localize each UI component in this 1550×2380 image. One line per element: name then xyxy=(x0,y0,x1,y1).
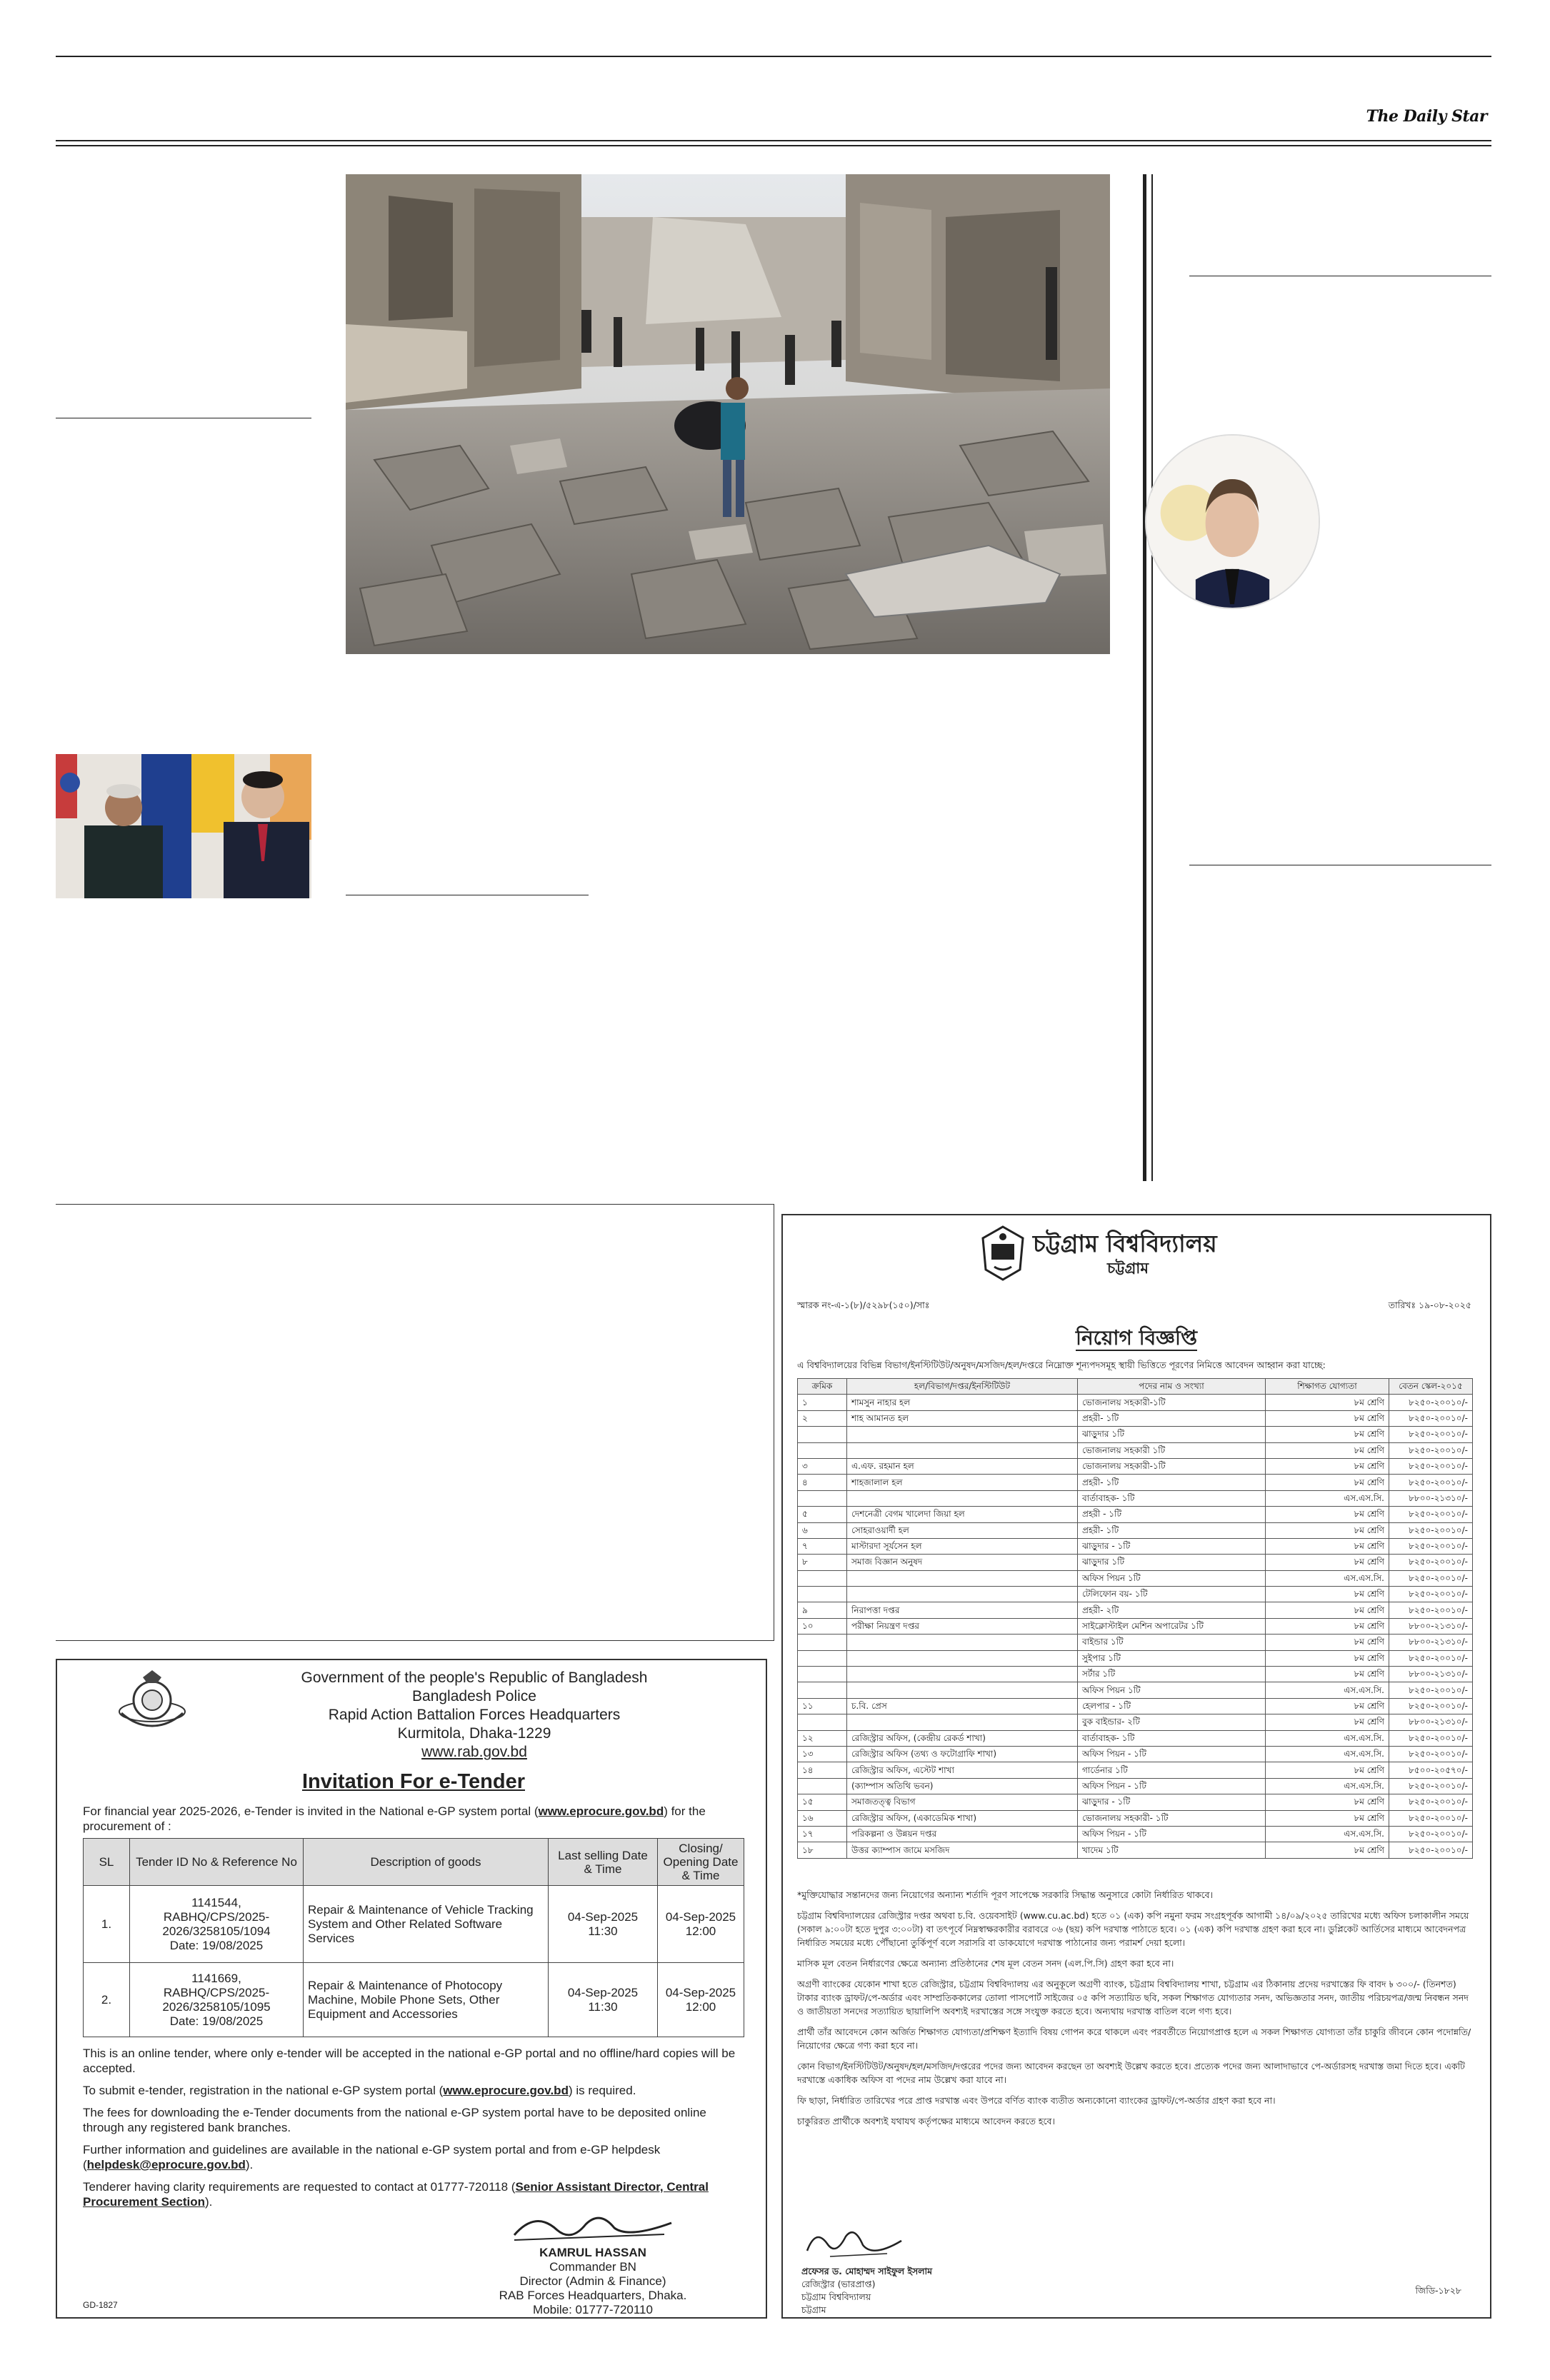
table-row xyxy=(798,1746,1473,1762)
row-serial xyxy=(798,1570,847,1586)
procurement-contact: Senior Assistant Director, Central Procurement Section xyxy=(83,2180,709,2209)
row-qualification: ৮ম শ্রেণি xyxy=(1266,1395,1389,1410)
row-post: অফিস পিয়ন ১টি xyxy=(1078,1682,1266,1698)
table-row xyxy=(798,1635,1473,1650)
row-office: মাস্টারদা সূর্যসেন হল xyxy=(847,1538,1078,1554)
row-qualification: ৮ম শ্রেণি xyxy=(1266,1618,1389,1634)
row-office xyxy=(847,1714,1078,1730)
row-post: সর্টার ১টি xyxy=(1078,1667,1266,1682)
row-pay-scale: ৮২৫০-২০০১০/- xyxy=(1389,1826,1473,1842)
row-pay-scale: ৮৮০০-২১৩১০/- xyxy=(1389,1490,1473,1506)
row-post: প্রহরী- ১টি xyxy=(1078,1475,1266,1490)
table-row xyxy=(798,1522,1473,1538)
row-post: টেলিফোন বয়- ১টি xyxy=(1078,1587,1266,1602)
row-post: বাইন্ডার ১টি xyxy=(1078,1635,1266,1650)
row-post: ঝাড়ুদার ১টি xyxy=(1078,1555,1266,1570)
row-pay-scale: ৮২৫০-২০০১০/- xyxy=(1389,1555,1473,1570)
row-serial: ১৮ xyxy=(798,1842,847,1858)
row-pay-scale: ৮২৫০-২০০১০/- xyxy=(1389,1570,1473,1586)
row-qualification: ৮ম শ্রেণি xyxy=(1266,1442,1389,1458)
helpdesk-link[interactable]: helpdesk@eprocure.gov.bd xyxy=(86,2158,246,2171)
blank-ad-box xyxy=(56,1204,774,1641)
row-pay-scale: ৮২৫০-২০০১০/- xyxy=(1389,1427,1473,1442)
row-office: শাহ আমানত হল xyxy=(847,1410,1078,1426)
row-pay-scale: ৮২৫০-২০০১০/- xyxy=(1389,1778,1473,1794)
rab-tender-notice xyxy=(56,1659,767,2319)
row-post: বার্তাবাহক- ১টি xyxy=(1078,1490,1266,1506)
term-paragraph: চট্টগ্রাম বিশ্ববিদ্যালয়ের রেজিস্ট্রার দপ্তর অথবা চ.বি. ওয়েবসাইট (www.cu.ac.bd) হতে ০১ (এক) কপি নমুনা ফরম সংগ্রহপূর্বক আগামী ১৪/০৯/২০২৫ তারিখের মধ্যে অফিস চলাকালীন সময়ে (সকাল ৯:০০টা হতে দুপুর ৩:০০টা) বা তৎপূর্বে নিম্নস্বাক্ষরকারীর বরাবরে ০৬ (ছয়) কপি দরখাস্ত পাঠাতে হবে। ০১ (এক) কপি দরখাস্ত গ্রহণ করা হবে না। ডুপ্লিকেট আর্তিসের মাধ্যমে আবেদনপত্র নির্ধারিত সময়ের মধ্যে পৌঁছানো তুর্কিপূর্ণ বলে সরাসরি বা ডাকযোগে দরখাস্ত পাঠানোর জন্য পরামর্শ দেয়া হলো। xyxy=(797,1910,1469,1948)
term-paragraph: কোন বিভাগ/ইনস্টিটিউট/অনুষদ/হল/মসজিদ/দপ্তরের পদের জন্য আবেদন করছেন তা অবশ্যই উল্লেখ করতে হবে। প্রত্যেক পদের জন্য আলাদাভাবে পে-অর্ডারসহ দরখাস্ত জমা দিতে হবে। একটি দরখাস্তে একাধিক অফিস বা পদের নাম উল্লেখ করা যাবে না। xyxy=(797,2061,1465,2085)
row-office xyxy=(847,1570,1078,1586)
row-qualification: ৮ম শ্রেণি xyxy=(1266,1842,1389,1858)
university-name: চট্টগ্রাম বিশ্ববিদ্যালয় xyxy=(1033,1230,1217,1257)
table-row xyxy=(798,1587,1473,1602)
row-office: শামসুন নাহার হল xyxy=(847,1395,1078,1410)
row-office: পরিকল্পনা ও উন্নয়ন দপ্তর xyxy=(847,1826,1078,1842)
eprocure-link-2[interactable]: www.eprocure.gov.bd xyxy=(443,2084,569,2097)
row-serial: ৯ xyxy=(798,1602,847,1618)
row-qualification: ৮ম শ্রেণি xyxy=(1266,1650,1389,1666)
row-pay-scale: ৮২৫০-২০০১০/- xyxy=(1389,1602,1473,1618)
row-qualification: ৮ম শ্রেণি xyxy=(1266,1507,1389,1522)
table-row xyxy=(798,1427,1473,1442)
term-paragraph: চাকুরিরত প্রার্থীকে অবশ্যই যথাযথ কর্তৃপক্ষের মাধ্যমে আবেদন করতে হবে। xyxy=(797,2116,1055,2127)
col-qualification: শিক্ষাগত যোগ্যতা xyxy=(1266,1379,1389,1395)
table-row: 2. 1141669, RABHQ/CPS/2025- 2026/3258105/1095 Date: 19/08/2025 Repair & Maintenance of Photocopy Machine, Mobile Phone Sets, Other Equipment and Accessories 04-Sep-2025 11:30 04-Sep-2025 12:00 xyxy=(84,1963,744,2037)
row-qualification: ৮ম শ্রেণি xyxy=(1266,1698,1389,1714)
row-qualification: ৮ম শ্রেণি xyxy=(1266,1810,1389,1826)
notice-intro: এ বিশ্ববিদ্যালয়ের বিভিন্ন বিভাগ/ইনস্টিটিউট/অনুষদ/মসজিদ/হল/দপ্তরে নিম্নোক্ত শূন্যপদসমূহ স্থায়ী ভিত্তিতে পূরণের নিমিত্তে আবেদন আহ্বান করা যাচ্ছে: xyxy=(797,1360,1326,1370)
col-pay-scale: বেতন স্কেল-২০১৫ xyxy=(1389,1379,1473,1395)
row-post: ঝাড়ুদার - ১টি xyxy=(1078,1794,1266,1810)
row-pay-scale: ৮২৫০-২০০১০/- xyxy=(1389,1746,1473,1762)
table-row xyxy=(798,1650,1473,1666)
col-description: Description of goods xyxy=(304,1839,549,1886)
row-qualification: এস.এস.সি. xyxy=(1266,1682,1389,1698)
row-office: উত্তর ক্যাম্পাস জামে মসজিদ xyxy=(847,1842,1078,1858)
row-office: সমাজতত্ত্ব বিভাগ xyxy=(847,1794,1078,1810)
row-office: (ক্যাম্পাস অতিথি ভবন) xyxy=(847,1778,1078,1794)
row-office xyxy=(847,1587,1078,1602)
row-pay-scale: ৮২৫০-২০০১০/- xyxy=(1389,1698,1473,1714)
row-post: অফিস পিয়ন - ১টি xyxy=(1078,1826,1266,1842)
row-post: প্রহরী- ২টি xyxy=(1078,1602,1266,1618)
table-row xyxy=(798,1458,1473,1474)
row-serial: ৪ xyxy=(798,1475,847,1490)
row-pay-scale: ৮২৫০-২০০১০/- xyxy=(1389,1650,1473,1666)
column-divider-thick xyxy=(1143,174,1146,1181)
row-post: ভোজনালয় সহকারী ১টি xyxy=(1078,1442,1266,1458)
row-serial: ১১ xyxy=(798,1698,847,1714)
row-qualification: ৮ম শ্রেণি xyxy=(1266,1475,1389,1490)
row-post: হেলপার - ১টি xyxy=(1078,1698,1266,1714)
row-office: সমাজ বিজ্ঞান অনুষদ xyxy=(847,1555,1078,1570)
signatory-name: KAMRUL HASSAN xyxy=(539,2246,646,2259)
row-office: পরীক্ষা নিয়ন্ত্রণ দপ্তর xyxy=(847,1618,1078,1634)
portrait-photo xyxy=(1145,434,1320,609)
tender-code: GD-1827 xyxy=(83,2300,118,2310)
column-divider-thin xyxy=(1151,174,1153,1181)
row-office xyxy=(847,1635,1078,1650)
row-qualification: ৮ম শ্রেণি xyxy=(1266,1555,1389,1570)
row-serial: ১ xyxy=(798,1395,847,1410)
tender-para-helpdesk: Further information and guidelines are available in the national e-GP system portal and from e-GP helpdesk (helpdesk@eprocure.gov.bd). xyxy=(83,2143,661,2171)
eprocure-link[interactable]: www.eprocure.gov.bd xyxy=(538,1804,664,1818)
tender-header-line-3: Rapid Action Battalion Forces Headquarters xyxy=(328,1707,621,1723)
university-logo xyxy=(980,1225,1026,1281)
row-post: খাদেম ১টি xyxy=(1078,1842,1266,1858)
row-office: দেশনেত্রী বেগম খালেদা জিয়া হল xyxy=(847,1507,1078,1522)
table-row xyxy=(798,1714,1473,1730)
row-serial: ৬ xyxy=(798,1522,847,1538)
row-serial xyxy=(798,1442,847,1458)
tender-header-line-4: Kurmitola, Dhaka-1229 xyxy=(397,1725,551,1742)
row-serial xyxy=(798,1427,847,1442)
row-qualification: ৮ম শ্রেণি xyxy=(1266,1602,1389,1618)
row-office: নিরাপত্তা দপ্তর xyxy=(847,1602,1078,1618)
row-pay-scale: ৮২৫০-২০০১০/- xyxy=(1389,1810,1473,1826)
row-pay-scale: ৮২৫০-২০০১০/- xyxy=(1389,1794,1473,1810)
tender-header-line-1: Government of the people's Republic of Bangladesh xyxy=(301,1669,648,1686)
university-city: চট্টগ্রাম xyxy=(1107,1260,1149,1277)
row-office xyxy=(847,1650,1078,1666)
table-row xyxy=(798,1667,1473,1682)
col-closing: Closing/ Opening Date & Time xyxy=(658,1839,744,1886)
row-pay-scale: ৮২৫০-২০০১০/- xyxy=(1389,1410,1473,1426)
row-qualification: ৮ম শ্রেণি xyxy=(1266,1522,1389,1538)
row-serial xyxy=(798,1650,847,1666)
row-pay-scale: ৮২৫০-২০০১০/- xyxy=(1389,1442,1473,1458)
cu-code: জিডি-১৮২৮ xyxy=(1415,2285,1461,2296)
term-paragraph: মাসিক মূল বেতন নির্ধারণের ক্ষেত্রে অন্যান্য প্রতিষ্ঠানের শেষ মূল বেতন সনদ (এল.পি.সি) গ্রহণ করা হবে না। xyxy=(797,1958,1174,1969)
row-pay-scale: ৮২৫০-২০০১০/- xyxy=(1389,1682,1473,1698)
top-rule xyxy=(56,56,1491,57)
tender-para-fees: The fees for downloading the e-Tender documents from the national e-GP system portal have to be deposited online through any registered bank branches. xyxy=(83,2106,706,2134)
row-serial: ৩ xyxy=(798,1458,847,1474)
table-row xyxy=(798,1698,1473,1714)
row-pay-scale: ৮২৫০-২০০১০/- xyxy=(1389,1842,1473,1858)
row-office: রেজিস্ট্রার অফিস (তথ্য ও ফটোগ্রাফি শাখা) xyxy=(847,1746,1078,1762)
row-serial xyxy=(798,1778,847,1794)
col-serial: ক্রমিক xyxy=(798,1379,847,1395)
row-office xyxy=(847,1427,1078,1442)
row-serial xyxy=(798,1682,847,1698)
row-qualification: এস.এস.সি. xyxy=(1266,1730,1389,1746)
table-row xyxy=(798,1730,1473,1746)
row-pay-scale: ৮২৫০-২০০১০/- xyxy=(1389,1538,1473,1554)
row-serial: ১৩ xyxy=(798,1746,847,1762)
masthead-rule-2 xyxy=(56,145,1491,146)
row-qualification: ৮ম শ্রেণি xyxy=(1266,1762,1389,1778)
row-pay-scale: ৮২৫০-২০০১০/- xyxy=(1389,1522,1473,1538)
table-row xyxy=(798,1395,1473,1410)
police-emblem xyxy=(114,1669,190,1730)
tender-para-contact: Tenderer having clarity requirements are requested to contact at 01777-720118 (Senior Assistant Director, Central Procurement Section). xyxy=(83,2180,709,2209)
col-tender-id: Tender ID No & Reference No xyxy=(130,1839,304,1886)
notice-title: নিয়োগ বিজ্ঞপ্তি xyxy=(1075,1326,1198,1350)
table-row xyxy=(798,1826,1473,1842)
row-serial xyxy=(798,1587,847,1602)
row-pay-scale: ৮২৫০-২০০১০/- xyxy=(1389,1458,1473,1474)
row-office: রেজিস্ট্রার অফিস, (একাডেমিক শাখা) xyxy=(847,1810,1078,1826)
rubble-photo xyxy=(346,174,1110,654)
row-serial: ১৭ xyxy=(798,1826,847,1842)
row-serial: ১২ xyxy=(798,1730,847,1746)
tender-table xyxy=(83,1838,744,2037)
table-row xyxy=(798,1762,1473,1778)
masthead-rule-1 xyxy=(56,140,1491,141)
row-serial xyxy=(798,1635,847,1650)
col-last-selling: Last selling Date & Time xyxy=(549,1839,658,1886)
masthead-logo: The Daily Star xyxy=(1366,107,1487,126)
leaders-photo xyxy=(56,754,311,898)
row-office xyxy=(847,1490,1078,1506)
table-row xyxy=(798,1570,1473,1586)
row-qualification: ৮ম শ্রেণি xyxy=(1266,1667,1389,1682)
term-paragraph: ফি ছাড়া, নির্ধারিত তারিখের পরে প্রাপ্ত দরখাস্ত এবং উপরে বর্ণিত ব্যাংক ব্যতীত অন্যকোনো ব্যাংকের ড্রাফট/পে-অর্ডার গ্রহণ করা হবে না। xyxy=(797,2095,1276,2106)
cu-recruitment-notice xyxy=(781,1214,1491,2319)
row-serial: ৫ xyxy=(798,1507,847,1522)
row-qualification: ৮ম শ্রেণি xyxy=(1266,1714,1389,1730)
table-row xyxy=(798,1794,1473,1810)
notice-date: তারিখঃ ১৯-০৮-২০২৫ xyxy=(1388,1300,1471,1310)
row-qualification: ৮ম শ্রেণি xyxy=(1266,1410,1389,1426)
row-qualification: ৮ম শ্রেণি xyxy=(1266,1427,1389,1442)
tender-header-line-2: Bangladesh Police xyxy=(412,1688,536,1704)
row-office: এ.এফ. রহমান হল xyxy=(847,1458,1078,1474)
memo-number: স্মারক নং-এ-১(৮)/৫২৯৮(১৫০)/সাঃ xyxy=(797,1300,930,1310)
row-qualification: ৮ম শ্রেণি xyxy=(1266,1538,1389,1554)
row-office: রেজিস্ট্রার অফিস, এস্টেট শাখা xyxy=(847,1762,1078,1778)
row-office xyxy=(847,1682,1078,1698)
row-post: প্রহরী- ১টি xyxy=(1078,1522,1266,1538)
row-qualification: ৮ম শ্রেণি xyxy=(1266,1458,1389,1474)
row-post: অফিস পিয়ন - ১টি xyxy=(1078,1778,1266,1794)
row-pay-scale: ৮৮০০-২১৩১০/- xyxy=(1389,1635,1473,1650)
table-row xyxy=(798,1778,1473,1794)
row-pay-scale: ৮২৫০-২০০১০/- xyxy=(1389,1475,1473,1490)
term-paragraph: প্রার্থী তাঁর আবেদনে কোন অর্জিত শিক্ষাগত যোগ্যতা/প্রশিক্ষণ ইত্যাদি বিষয় গোপন করে থাকলে এবং পরবর্তীতে নিয়োগপ্রাপ্ত হলে এ সকল শিক্ষাগত যোগ্যতা তাঁর চাকুরি জীবনে কোন পদোন্নতি/নিয়োগের ক্ষেত্রে গণ্য করা হবে না। xyxy=(797,2027,1471,2051)
row-post: ঝাড়ুদার ১টি xyxy=(1078,1427,1266,1442)
row-serial: ১৫ xyxy=(798,1794,847,1810)
row-serial: ২ xyxy=(798,1410,847,1426)
row-post: বুক বাইন্ডার- ২টি xyxy=(1078,1714,1266,1730)
row-post: প্রহরী- ১টি xyxy=(1078,1410,1266,1426)
tender-para-registration: To submit e-tender, registration in the national e-GP system portal (www.eprocure.gov.bd) is required. xyxy=(83,2084,636,2097)
row-serial: ৮ xyxy=(798,1555,847,1570)
row-qualification: এস.এস.সি. xyxy=(1266,1826,1389,1842)
table-row xyxy=(798,1682,1473,1698)
registrar-block: প্রফেসর ড. মোহাম্মদ সাইফুল ইসলাম রেজিস্ট্রার (ভারপ্রাপ্ত) চট্টগ্রাম বিশ্ববিদ্যালয় চট্টগ্রাম xyxy=(801,2266,933,2315)
table-row xyxy=(798,1490,1473,1506)
row-post: অফিস পিয়ন ১টি xyxy=(1078,1570,1266,1586)
table-row xyxy=(798,1475,1473,1490)
registrar-name: প্রফেসর ড. মোহাম্মদ সাইফুল ইসলাম xyxy=(801,2266,933,2276)
row-office: শাহজালাল হল xyxy=(847,1475,1078,1490)
vacancy-table xyxy=(797,1378,1473,1859)
term-paragraph: অগ্রণী ব্যাংকের যেকোন শাখা হতে রেজিস্ট্রার, চট্টগ্রাম বিশ্ববিদ্যালয় এর অনুকূলে অগ্রণী ব্যাংক, চট্টগ্রাম বিশ্ববিদ্যালয় শাখা, চট্টগ্রাম এর ঠিকানায় প্রদেয় দরখাস্তের ফি বাবদ ৳ ৩০০/- (তিনশত) টাকার ব্যাংক ড্রাফট/পে-অর্ডার এবং সাম্প্রতিককালের তোলা পাসপোর্ট সাইজের ০৫ কপি সত্যায়িত ছবি, সকল শিক্ষাগত যোগ্যতার সনদ, অভিজ্ঞতার সনদ, জাতীয় পরিচয়পত্র/জন্ম নিবন্ধন সনদ ও জাতীয়তা সনদের সত্যায়িত ছায়ালিপি অবশ্যই দরখাস্তের সঙ্গে সংযুক্ত করতে হবে। অন্যথায় দরখাস্ত বাতিল বলে গণ্য হবে। xyxy=(797,1979,1469,2017)
row-qualification: এস.এস.সি. xyxy=(1266,1490,1389,1506)
table-row xyxy=(798,1618,1473,1634)
table-row xyxy=(798,1602,1473,1618)
row-post: সুইপার ১টি xyxy=(1078,1650,1266,1666)
row-pay-scale: ৮৮০০-২১৩১০/- xyxy=(1389,1667,1473,1682)
tender-signatory-block: KAMRUL HASSAN Commander BN Director (Admin & Finance) RAB Forces Headquarters, Dhaka. Mobile: 01777-720110 xyxy=(457,2246,729,2317)
tender-title: Invitation For e-Tender xyxy=(301,1770,526,1793)
row-pay-scale: ৮৮০০-২১৩১০/- xyxy=(1389,1618,1473,1634)
row-pay-scale: ৮২৫০-২০০১০/- xyxy=(1389,1730,1473,1746)
row-post: ঝাড়ুদার - ১টি xyxy=(1078,1538,1266,1554)
row-post: ভোজনালয় সহকারী-১টি xyxy=(1078,1395,1266,1410)
table-row xyxy=(798,1810,1473,1826)
row-post: অফিস পিয়ন - ১টি xyxy=(1078,1746,1266,1762)
table-row xyxy=(798,1538,1473,1554)
row-qualification: এস.এস.সি. xyxy=(1266,1778,1389,1794)
table-row: 1. 1141544, RABHQ/CPS/2025- 2026/3258105/1094 Date: 19/08/2025 Repair & Maintenance of Vehicle Tracking System and Other Related Software Services 04-Sep-2025 11:30 04-Sep-2025 12:00 xyxy=(84,1886,744,1963)
row-post: সাইক্লোস্টাইল মেশিন অপারেটর ১টি xyxy=(1078,1618,1266,1634)
row-pay-scale: ৮২৫০-২০০১০/- xyxy=(1389,1587,1473,1602)
col-sl: SL xyxy=(84,1839,130,1886)
tender-intro: For financial year 2025-2026, e-Tender is invited in the National e-GP system portal (www.eprocure.gov.bd) for the procurement of : xyxy=(83,1804,706,1833)
row-office: সোহরাওয়ার্দী হল xyxy=(847,1522,1078,1538)
table-row xyxy=(798,1555,1473,1570)
row-serial xyxy=(798,1667,847,1682)
row-post: ভোজনালয় সহকারী- ১টি xyxy=(1078,1810,1266,1826)
table-row xyxy=(798,1442,1473,1458)
tender-signature xyxy=(507,2203,679,2246)
row-office: চ.বি. প্রেস xyxy=(847,1698,1078,1714)
notice-terms xyxy=(797,1888,1471,2135)
row-post: বার্তাবাহক- ১টি xyxy=(1078,1730,1266,1746)
row-pay-scale: ৮২৫০-২০০১০/- xyxy=(1389,1395,1473,1410)
row-serial: ১৬ xyxy=(798,1810,847,1826)
registrar-signature xyxy=(801,2222,909,2262)
col-post: পদের নাম ও সংখ্যা xyxy=(1078,1379,1266,1395)
tender-para-online: This is an online tender, where only e-tender will be accepted in the national e-GP portal and no offline/hard copies will be accepted. xyxy=(83,2047,736,2075)
row-serial: ৭ xyxy=(798,1538,847,1554)
table-row xyxy=(798,1507,1473,1522)
row-serial: ১০ xyxy=(798,1618,847,1634)
row-post: প্রহরী - ১টি xyxy=(1078,1507,1266,1522)
row-pay-scale: ৮২৫০-২০০১০/- xyxy=(1389,1507,1473,1522)
term-paragraph: *মুক্তিযোদ্ধার সন্তানদের জন্য নিয়োগের অন্যান্য শর্তাদি পূরণ সাপেক্ষে সরকারি সিদ্ধান্ত অনুসারে কোটা নির্ধারিত থাকবে। xyxy=(797,1889,1214,1900)
row-office xyxy=(847,1667,1078,1682)
row-office: রেজিস্ট্রার অফিস, (কেন্দ্রীয় রেকর্ড শাখা) xyxy=(847,1730,1078,1746)
row-serial xyxy=(798,1490,847,1506)
row-qualification: ৮ম শ্রেণি xyxy=(1266,1587,1389,1602)
row-serial xyxy=(798,1714,847,1730)
row-post: গার্ডেনার ১টি xyxy=(1078,1762,1266,1778)
row-office xyxy=(847,1442,1078,1458)
row-qualification: ৮ম শ্রেণি xyxy=(1266,1635,1389,1650)
col-office: হল/বিভাগ/দপ্তর/ইনস্টিটিউট xyxy=(847,1379,1078,1395)
row-qualification: এস.এস.সি. xyxy=(1266,1746,1389,1762)
row-qualification: ৮ম শ্রেণি xyxy=(1266,1794,1389,1810)
row-post: ভোজনালয় সহকারী-১টি xyxy=(1078,1458,1266,1474)
table-row xyxy=(798,1410,1473,1426)
row-pay-scale: ৮৮০০-২১৩১০/- xyxy=(1389,1714,1473,1730)
row-pay-scale: ৮৫০০-২০৫৭০/- xyxy=(1389,1762,1473,1778)
row-qualification: এস.এস.সি. xyxy=(1266,1570,1389,1586)
rab-website-link[interactable]: www.rab.gov.bd xyxy=(421,1744,527,1760)
row-serial: ১৪ xyxy=(798,1762,847,1778)
table-row xyxy=(798,1842,1473,1858)
